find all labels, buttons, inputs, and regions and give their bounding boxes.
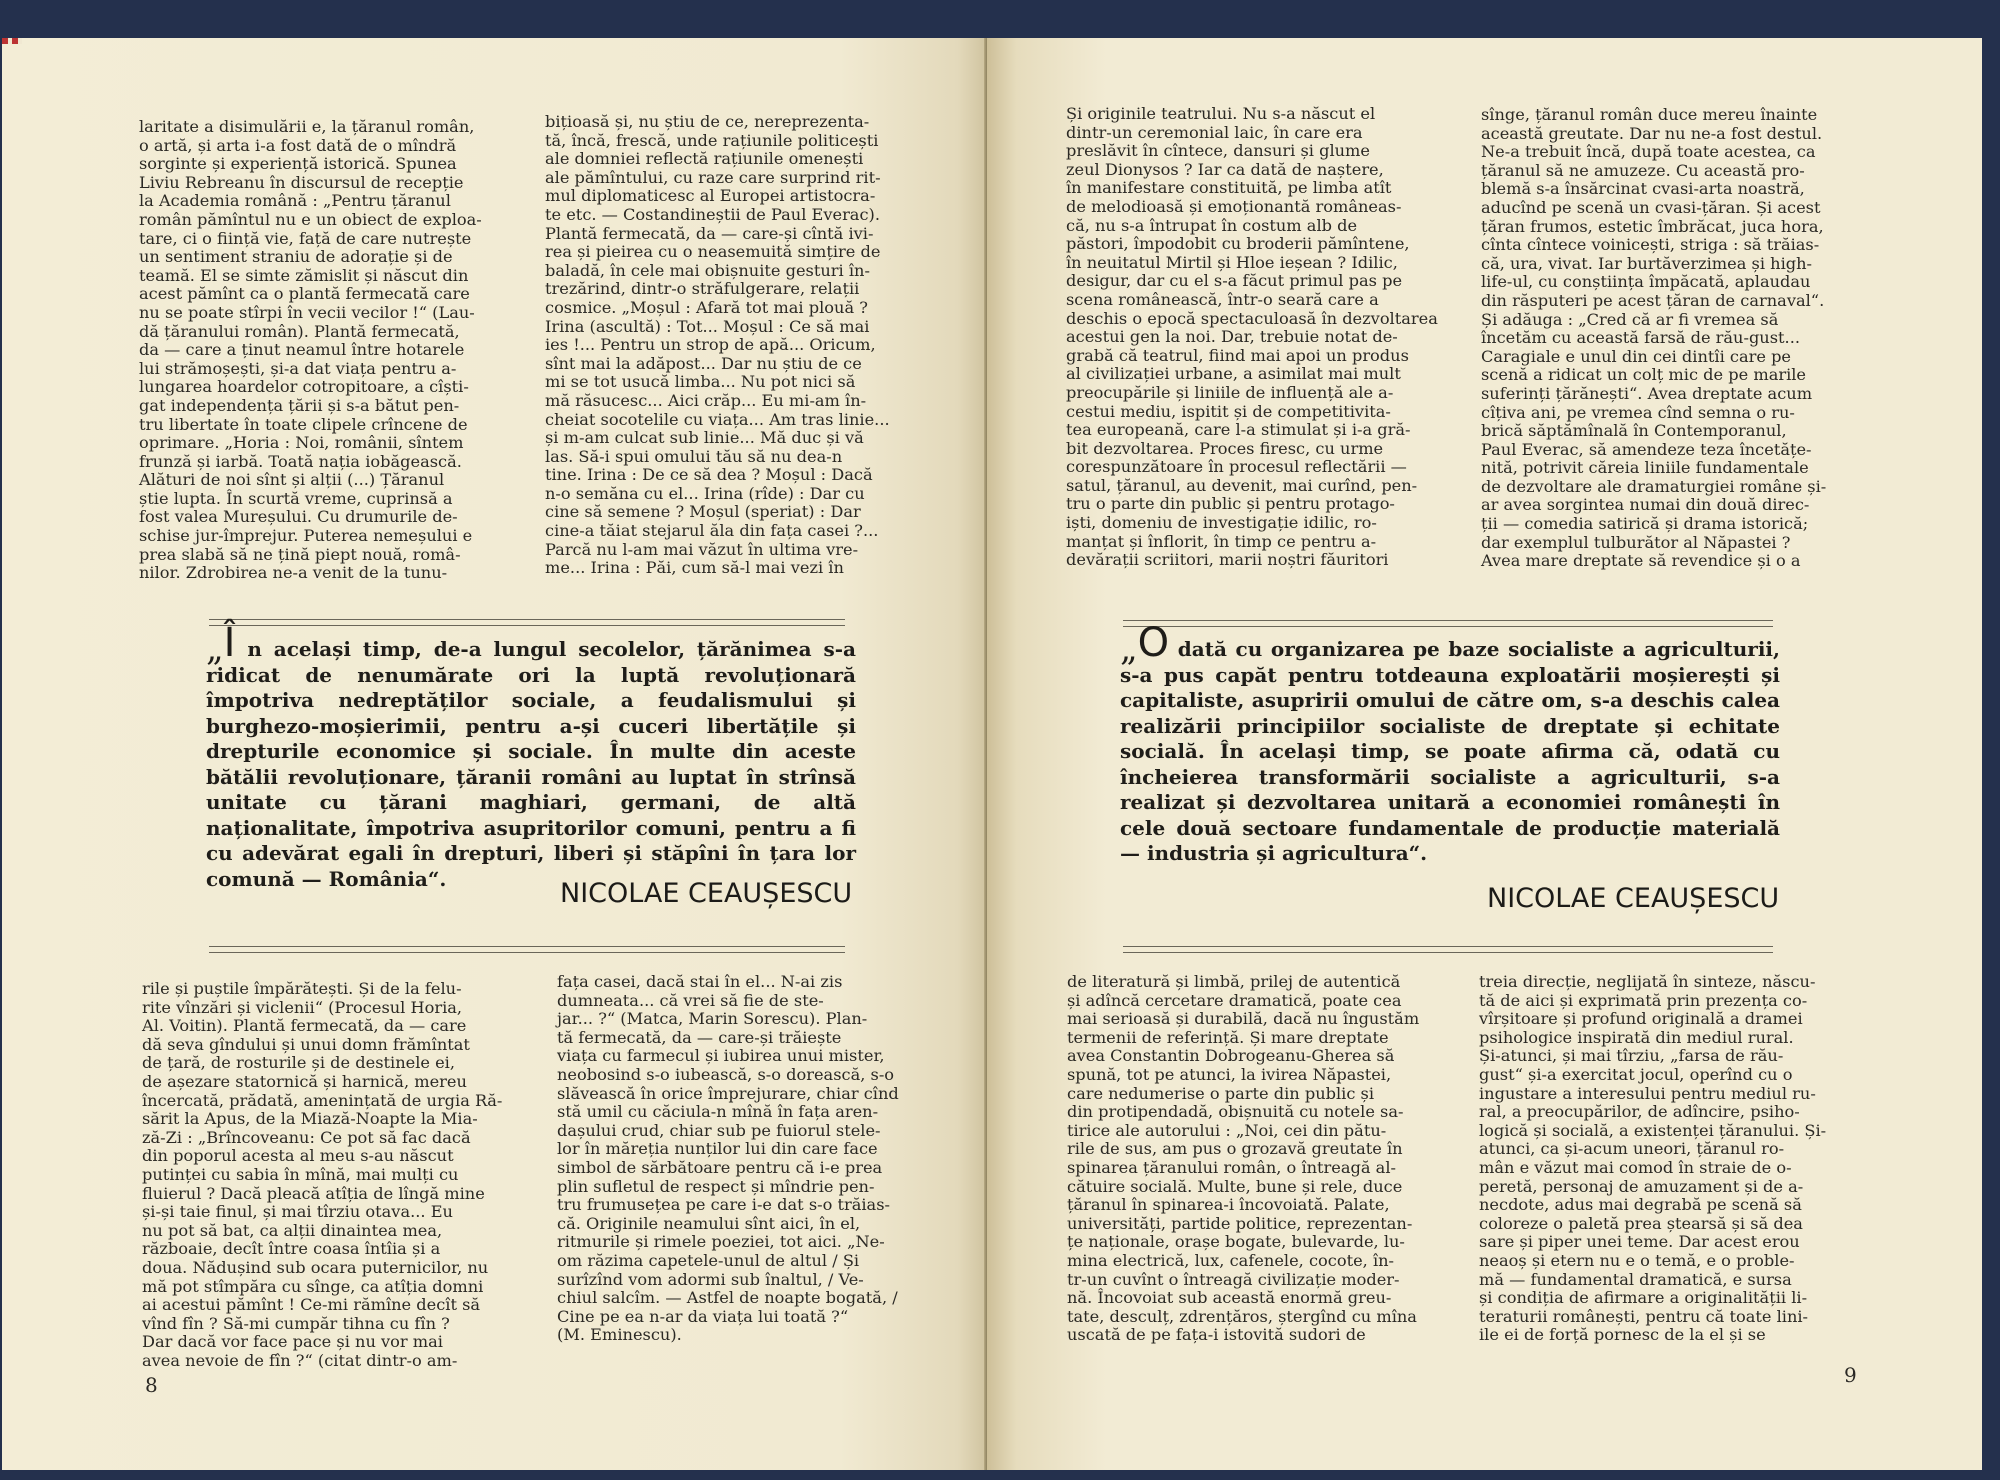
right-quote-bottom-rule	[1123, 946, 1773, 953]
right-quote-text: dată cu organizarea pe baze socialiste a agriculturii, s-a pus capăt pentru totdeauna exploatării moșierești și capitaliste, asupririi omului de către om, s-a deschis calea realizării principiilor socialiste de dreptate și echitate socială. În același timp, se poate afirma că, odată cu încheierea transformării socialiste a agriculturii, s-a realizat și dezvoltarea unitară a economiei românești în cele două sectoare fundamentale de producție materială — industria și agricultura“.	[1120, 637, 1780, 865]
left-quote-open-mark: „	[206, 629, 224, 669]
right-quote-top-rule	[1123, 620, 1773, 627]
right-quote-dropcap: O	[1137, 620, 1170, 666]
right-quote-author: NICOLAE CEAUȘESCU	[1487, 883, 1780, 914]
left-page	[2, 38, 987, 1470]
left-top-column-1: laritate a disimulării e, la țăranul român, o artă, și arta i-a fost dată de o mîndră sorginte și experiență istorică. Spunea Liviu Rebreanu în discursul de recepție la Academia română : „Pentru țăranul român pămîntul nu e un obiect de exploa- tare, ci o ființă vie, față de care nutrește un sentiment straniu de adorație și de teamă. El se simte zămislit și născut din acest pămînt ca o plantă fermecată care nu se poate stîrpi în vecii vecilor !“ (Lau- dă țăranului român). Plantă fermecată, da — care a ținut neamul între hotarele lui strămoșești, și-a dat viața pentru a- lungarea hoardelor cotropitoare, a cîști- gat independența țării și s-a bătut pen- tru libertate în toate clipele crîncene de oprimare. „Horia : Noi, românii, sîntem frunză și iarbă. Toată nația iobăgească. Alături de noi sînt și alții (...) Țăranul știe lupta. În scurtă vreme, cuprinsă a fost valea Mureșului. Cu drumurile de- schise jur-împrejur. Puterea nemeșului e prea slabă să ne țină piept nouă, româ- nilor. Zdrobirea ne-a venit de la tunu-	[139, 117, 482, 583]
left-quote-dropcap: Î	[223, 620, 236, 666]
right-page-number: 9	[1844, 1363, 1857, 1387]
right-top-column-1: Și originile teatrului. Nu s-a născut el dintr-un ceremonial laic, în care era preslăvit în cîntece, dansuri și glume zeul Dionysos ? Iar ca dată de naștere, în manifestare constituită, pe limba atît de melodioasă și emoționantă româneas- că, nu s-a întrupat în costum alb de păstori, împodobit cu broderii pămîntene, în neuitatul Mirtil și Hloe ieșean ? Idilic, desigur, dar cu el s-a făcut primul pas pe scena românească, într-o seară care a deschis o epocă spectaculoasă în dezvoltarea acestui gen la noi. Dar, trebuie notat de- grabă că teatrul, fiind mai apoi un produs al civilizației urbane, a asimilat mai mult preocupările și liniile de influență ale a- cestui mediu, ispitit și de competitivita- tea europeană, care l-a stimulat și i-a gră- bit dezvoltarea. Proces firesc, cu urme corespunzătoare în procesul reflectării — satul, țăranul, au devenit, mai curînd, pen- tru o parte din public și pentru protago- iști, domeniu de investigație idilic, ro- manțat și înflorit, în timp ce pentru a- devărații scriitori, marii noștri făuritori	[1066, 104, 1438, 570]
right-quote-open-mark: „	[1120, 629, 1138, 669]
left-bottom-column-2: fața casei, dacă stai în el... N-ai zis dumneata... că vrei să fie de ste- jar... ?“ (Matca, Marin Sorescu). Plan- tă fermecată, da — care-și trăiește viața cu farmecul și iubirea unui mister, neobosind s-o iubească, s-o dorească, s-o slăvească în orice împrejurare, chiar cînd stă umil cu căciula-n mînă în fața aren- dașului crud, chiar sub pe fuiorul stele- lor în măreția nunților lui din care face simbol de sărbătoare pentru că i-e prea plin sufletul de respect și mîndrie pen- tru frumusețea pe care i-e dat s-o trăias- că. Originile neamului sînt aici, în el, ritmurile și rimele poeziei, tot aici. „Ne- om răzima capetele-unul de altul / Și surîzînd vom adormi sub înaltul, / Ve- chiul salcîm. — Astfel de noapte bogată, / Cine pe ea n-ar da viața lui toată ?“ (M. Eminescu).	[557, 972, 899, 1345]
left-quote-author: NICOLAE CEAUȘESCU	[560, 878, 853, 909]
right-quote	[1120, 620, 1780, 867]
left-quote-text: n același timp, de-a lungul secolelor, țărănimea s-a ridicat de nenumărate ori la luptă revoluționară împotriva nedreptăților sociale, a feudalismului și burghezo-moșierimii, pentru a-și cuceri libertățile și drepturile economice și sociale. În multe din aceste bătălii revoluționare, țăranii români au luptat în strînsă unitate cu țărani maghiari, germani, de altă naționalitate, împotriva asupritorilor comuni, pentru a fi cu adevărat egali în drepturi, liberi și stăpîni în țara lor comună — România“.	[206, 637, 857, 891]
left-quote-bottom-rule	[209, 946, 845, 953]
left-quote	[206, 620, 857, 892]
left-page-number: 8	[145, 1373, 158, 1397]
left-quote-top-rule	[209, 619, 845, 626]
left-bottom-column-1: rile și puștile împărătești. Și de la felu- rite vînzări și vicleniі“ (Procesul Horia, Al. Voitin). Plantă fermecată, da — care dă seva gîndului și unui domn frămîntat de țară, de rosturile și de destinele ei, de așezare statornică și harnică, mereu încercată, prădată, amenințată de urgia Ră- sărit la Apus, de la Miază-Noapte la Mia- ză-Zi : „Brîncoveanu: Ce pot să fac dacă din poporul acesta al meu s-au născut putinței cu sabia în mînă, mai mulți cu fluierul ? Dacă pleacă atîția de lîngă mine și-și taie finul, și mai tîrziu otava... Eu nu pot să bat, ca alții dinaintea mea, războaie, decît între coasa întîia și a doua. Nădușind sub ocara puternicilor, nu mă pot stîmpăra cu sînge, ca atîția domni ai acestui pămînt ! Ce-mi rămîne decît să vînd fîn ? Să-mi cumpăr tihna cu fîn ? Dar dacă vor face pace și nu vor mai avea nevoie de fîn ?“ (citat dintr-o am-	[142, 979, 503, 1370]
right-top-column-2: sînge, țăranul român duce mereu înainte această greutate. Dar nu ne-a fost destul. Ne-a trebuit încă, după toate acestea, ca țăranul să ne amuzeze. Cu această pro- blemă s-a însărcinat cvasi-arta noastră, aducînd pe scenă un cvasi-țăran. Și acest țăran frumos, estetic îmbrăcat, juca hora, cînta cîntece voinicești, striga : să trăias- că, ura, vivat. Iar burtăverzimea și high- life-ul, cu conștiința împăcată, aplaudau din răsputeri pe acest țăran de carnaval“. Și adăuga : „Cred că ar fi vremea să încetăm cu această farsă de rău-gust... Caragiale e unul din cei dintîi care pe scenă a ridicat un colț mic de pe marile suferinți țărănești“. Avea dreptate acum cîțiva ani, pe vremea cînd semna o ru- brică săptămînală în Contemporanul, Paul Everac, să amendeze teza încetățe- nită, potrivit căreia liniile fundamentale de dezvoltare ale dramaturgiei române și- ar avea sorgintea numai din două direc- ții — comedia satirică și drama istorică; dar exemplul tulburător al Năpastei ? Avea mare dreptate să revendice și o a	[1481, 105, 1827, 571]
bookmark-edge	[2, 38, 22, 44]
right-bottom-column-2: treia direcție, neglijată în sinteze, născu- tă de aici și exprimată prin prezența co- vîrșitoare și profund originală a dramei psihologice inspirată din mediul rural. Și-atunci, și mai tîrziu, „farsa de rău- gust“ și-a exercitat jocul, operînd cu o ingustare a interesului pentru mediul ru- ral, a preocupărilor, de adîncire, psiho- logică și socială, a existenței țăranului. Și- atunci, ca și-acum uneori, țăranul ro- mân e văzut mai comod în straie de o- peretă, personaj de amuzament și de a- necdote, adus mai degrabă pe scenă să coloreze o paletă prea ștearsă și să dea sare și piper unei teme. Dar acest erou neaoș și etern nu e o temă, e o proble- mă — fundamental dramatică, e sursa și condiția de afirmare a originalității li- teraturii românești, pentru că toate lini- ile ei de forță pornesc de la el și se	[1479, 972, 1827, 1345]
right-bottom-column-1: de literatură și limbă, prilej de autentică și adîncă cercetare dramatică, poate cea mai serioasă și durabilă, dacă nu îngustăm termenii de referință. Și mare dreptate avea Constantin Dobrogeanu-Gherea să spună, tot pe atunci, la ivirea Năpastei, care nedumerise o parte din public și din protipendadă, obișnuită cu notele sa- tirice ale autorului : „Noi, cei din pătu- rile de sus, am pus o grozavă greutate în spinarea țăranului român, o întreagă al- cătuire socială. Multe, bune și rele, duce țăranul în spinarea-i încovoiată. Palate, universități, partide politice, reprezentan- țe naționale, orașe bogate, bulevarde, lu- mina electrică, lux, cafenele, cocote, în- tr-un cuvînt o întreagă civilizație moder- nă. Încovoiat sub această enormă greu- tate, desculț, zdrențăros, ștergînd cu mîna uscată de pe fața-i istovită sudori de	[1067, 972, 1420, 1345]
left-top-column-2: bițioasă și, nu știu de ce, nereprezenta- tă, încă, frescă, unde rațiunile politicești ale domniei reflectă rațiunile omenești ale pămîntului, cu raze care surprind rit- mul diplomaticesc al Europei artistocra- te etc. — Costandineștii de Paul Everac). Plantă fermecată, da — care-și cîntă ivi- rea și pieirea cu o neasemuită simțire de baladă, în cele mai obișnuite gesturi în- trezărind, dintr-o străfulgerare, relații cosmice. „Moșul : Afară tot mai plouă ? Irina (ascultă) : Tot... Moșul : Ce să mai ies !... Pentru un strop de apă... Oricum, sînt mai la adăpost... Dar nu știu de ce mi se tot usucă limba... Nu pot nici să mă răsucesc... Aici crăp... Eu mi-am în- cheiat socotelile cu viața... Am tras linie... și m-am culcat sub linie... Mă duc și vă las. Să-i spui omului tău să nu dea-n tine. Irina : De ce să dea ? Moșul : Dacă n-o semăna cu el... Irina (rîde) : Dar cu cine să semene ? Moșul (speriat) : Dar cine-a tăiat stejarul ăla din fața casei ?... Parcă nu l-am mai văzut în ultima vre- me... Irina : Păi, cum să-l mai vezi în	[545, 112, 890, 578]
right-page	[987, 38, 1982, 1470]
